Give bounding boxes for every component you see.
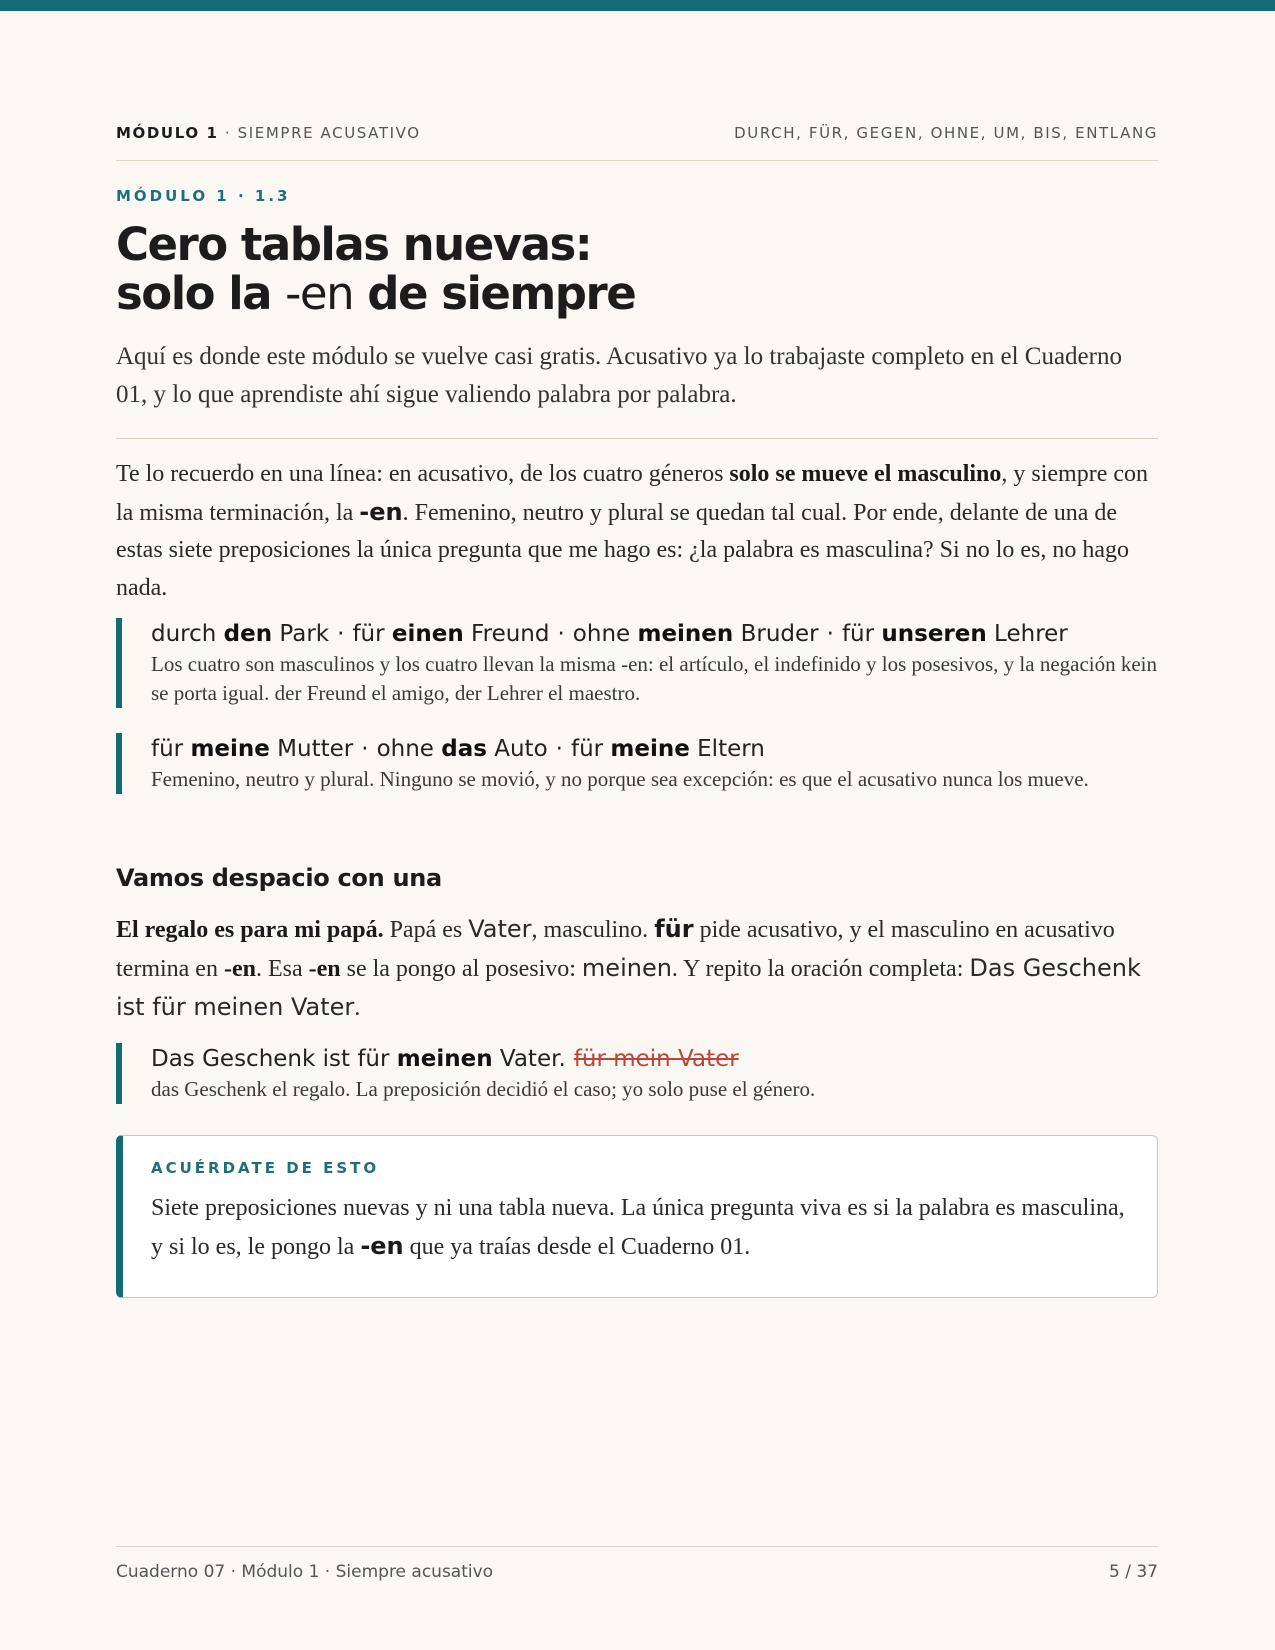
example-other-note: Femenino, neutro y plural. Ninguno se movió, y no porque sea excepción: es que el acusativo nunca los mueve. <box>151 767 1089 791</box>
running-header <box>116 124 1158 142</box>
example-masculine <box>116 618 1158 708</box>
lead-paragraph: Aquí es donde este módulo se vuelve casi gratis. Acusativo ya lo trabajaste completo en el Cuaderno 01, y lo que aprendiste ahí sigue valiendo palabra por palabra. <box>116 343 1122 408</box>
example-full-sentence <box>116 1043 1158 1104</box>
lead-divider <box>116 438 1158 439</box>
running-header-prepositions: DURCH, FÜR, GEGEN, OHNE, UM, BIS, ENTLANG <box>734 124 1158 142</box>
header-divider <box>116 160 1158 161</box>
running-header-left: MÓDULO 1 · SIEMPRE ACUSATIVO <box>116 124 421 142</box>
wrong-form: für mein Vater <box>573 1046 739 1072</box>
remember-text: Siete preposiciones nuevas y ni una tabla nueva. La única pregunta viva es si la palabra es masculina, y si lo es, le pongo la -en que ya traías desde el Cuaderno 01. <box>151 1195 1125 1260</box>
section-eyebrow: MÓDULO 1 · 1.3 <box>116 187 291 205</box>
remember-callout <box>116 1135 1158 1298</box>
footer-title: Cuaderno 07 · Módulo 1 · Siempre acusativo <box>116 1562 494 1582</box>
example-sentence: Das Geschenk ist für meinen Vater. für mein Vater <box>151 1046 739 1072</box>
walkthrough-paragraph: El regalo es para mi papá. Papá es Vater, masculino. für pide acusativo, y el masculino en acusativo termina en -en. Esa -en se la pongo al posesivo: meinen. Y repito la oración completa: Das Geschenk ist für meinen Vater. <box>116 915 1141 1021</box>
example-masculine-phrases: durch den Park · für einen Freund · ohne meinen Bruder · für unseren Lehrer <box>151 621 1068 647</box>
section-title: Cero tablas nuevas: solo la -en de siempre <box>116 218 636 320</box>
example-masculine-note: Los cuatro son masculinos y los cuatro llevan la misma -en: el artículo, el indefinido y los posesivos, y la negación kein se porta igual. der Freund el amigo, der Lehrer el maestro. <box>151 652 1158 705</box>
intro-paragraph: Te lo recuerdo en una línea: en acusativo, de los cuatro géneros solo se mueve el masculino, y siempre con la misma terminación, la -en. Femenino, neutro y plural se quedan tal cual. Por ende, delante de una de estas siete preposiciones la única pregunta que me hago es: ¿la palabra es masculina? Si no lo es, no hago nada. <box>116 461 1149 601</box>
walkthrough-heading: Vamos despacio con una <box>116 864 442 892</box>
example-sentence-note: das Geschenk el regalo. La preposición decidió el caso; yo solo puse el género. <box>151 1077 816 1101</box>
example-other-genders <box>116 733 1158 794</box>
page-number: 5 / 37 <box>1109 1562 1158 1582</box>
remember-label: ACUÉRDATE DE ESTO <box>151 1159 380 1177</box>
example-other-phrases: für meine Mutter · ohne das Auto · für meine Eltern <box>151 736 765 762</box>
footer-divider <box>116 1546 1158 1547</box>
page-footer <box>116 1562 1158 1582</box>
top-accent-bar <box>0 0 1275 11</box>
